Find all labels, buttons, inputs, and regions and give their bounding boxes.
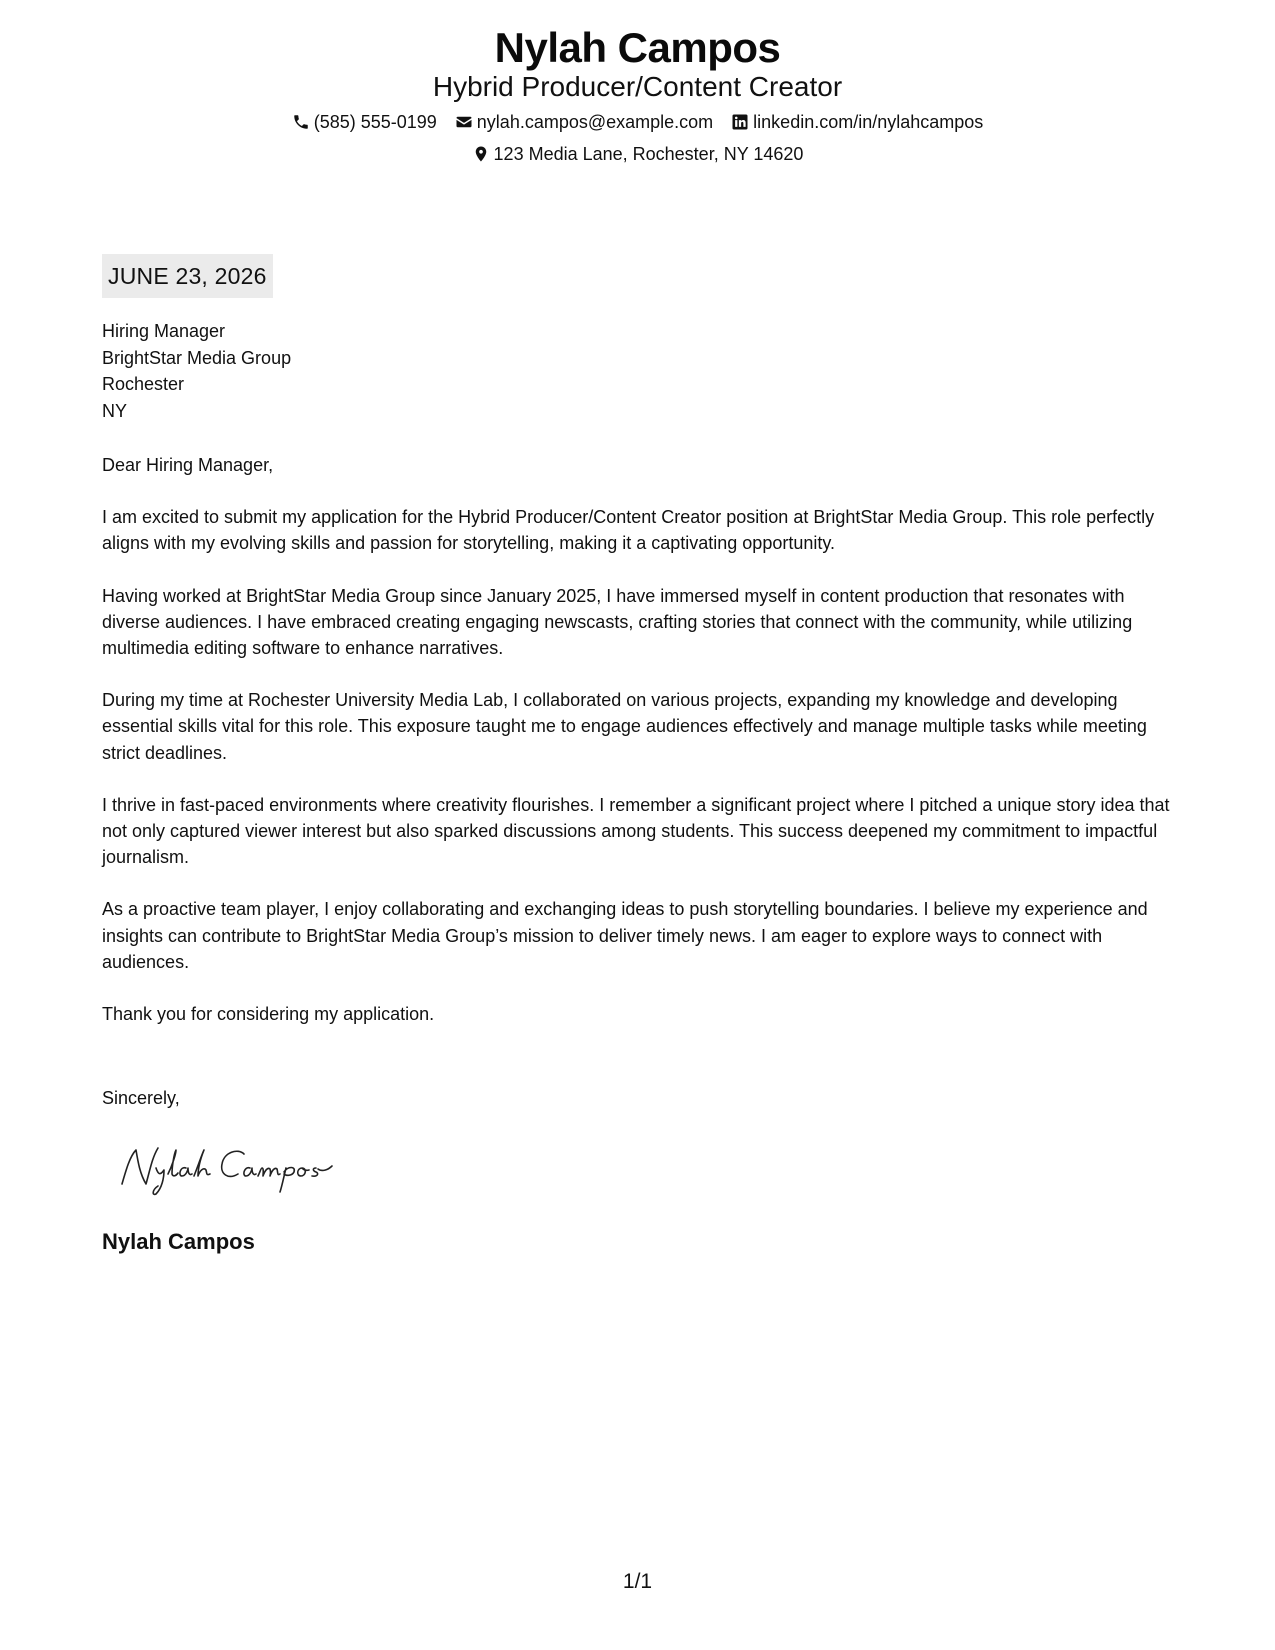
recipient-line: NY	[102, 400, 128, 421]
letter-header	[0, 22, 1275, 168]
recipient-line: Hiring Manager	[102, 321, 226, 341]
letter-date: JUNE 23, 2026	[102, 254, 273, 298]
contact-linkedin	[731, 108, 983, 136]
street-address: 123 Media Lane, Rochester, NY 14620	[493, 144, 804, 164]
recipient-block	[102, 318, 291, 424]
body-paragraph: Thank you for considering my application.	[102, 1004, 435, 1025]
closing: Sincerely,	[102, 1088, 180, 1108]
page-number: 1/1	[622, 1570, 653, 1593]
contact-address	[472, 140, 804, 168]
applicant-title: Hybrid Producer/Content Creator	[432, 71, 843, 102]
body-paragraph: I thrive in fast-paced environments where creativity flourishes. I remember a significant project where I pitched a unique story idea that not only captured viewer interest but also sparked discussions among students. This success deepened my commitment to impactful journalism.	[102, 794, 1170, 868]
contact-row-address	[0, 140, 1275, 168]
contact-row-primary	[0, 108, 1275, 136]
linkedin-url: linkedin.com/in/nylahcampos	[753, 112, 984, 132]
body-paragraph: During my time at Rochester University Media Lab, I collaborated on various projects, expanding my knowledge and developing essential skills vital for this role. This exposure taught me to engage audiences effectively and manage multiple tasks while meeting strict deadlines.	[102, 690, 1147, 763]
contact-phone	[292, 108, 437, 136]
envelope-icon	[455, 113, 473, 131]
email-address: nylah.campos@example.com	[476, 112, 714, 132]
body-paragraph: Having worked at BrightStar Media Group since January 2025, I have immersed myself in content production that resonates with diverse audiences. I have embraced creating engaging newscasts, crafting stories that connect with the community, while utilizing multimedia editing software to enhance narratives.	[102, 585, 1133, 659]
body-paragraph: I am excited to submit my application for the Hybrid Producer/Content Creator position at BrightStar Media Group. This role perfectly aligns with my evolving skills and passion for storytelling, making it a captivating opportunity.	[102, 507, 1155, 554]
letter-body	[102, 452, 1177, 1053]
body-paragraph: As a proactive team player, I enjoy collaborating and exchanging ideas to push storytelling boundaries. I believe my experience and insights can contribute to BrightStar Media Group’s mission to deliver timely news. I am eager to explore ways to connect with audiences.	[102, 899, 1148, 972]
phone-number: (585) 555-0199	[313, 112, 437, 132]
recipient-line: Rochester	[102, 374, 185, 394]
map-marker-icon	[472, 145, 490, 163]
contact-email	[455, 108, 713, 136]
applicant-name: Nylah Campos	[494, 24, 781, 71]
linkedin-icon	[731, 113, 749, 131]
signed-name: Nylah Campos	[102, 1229, 255, 1254]
salutation: Dear Hiring Manager,	[102, 455, 274, 475]
phone-icon	[292, 113, 310, 131]
recipient-line: BrightStar Media Group	[102, 347, 292, 368]
handwritten-signature	[116, 1140, 346, 1196]
